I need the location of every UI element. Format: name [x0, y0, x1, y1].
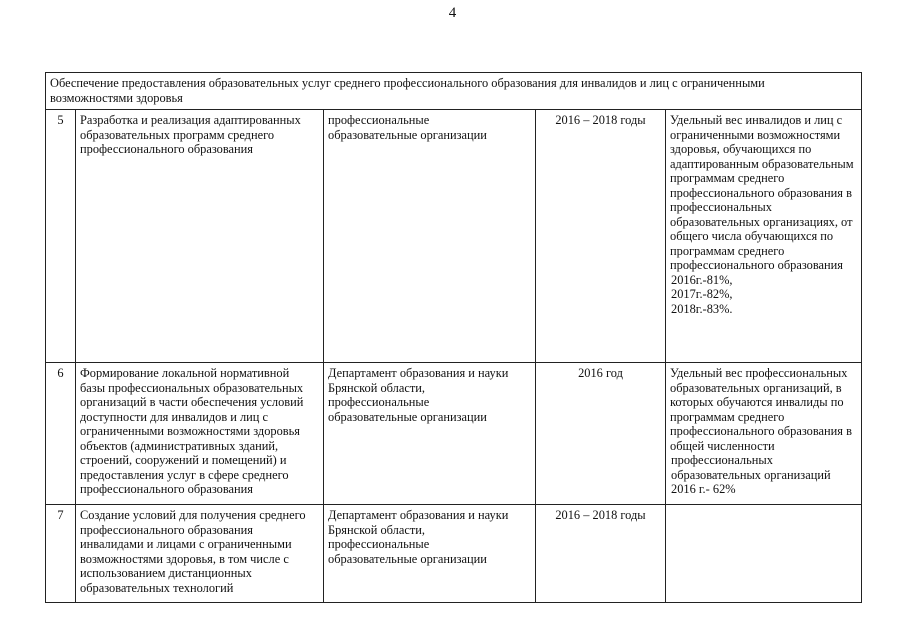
executor-line: образовательные организации	[328, 127, 487, 142]
indicator-line: профессионального образования	[670, 258, 844, 272]
activity-line: возможностями здоровья, в том числе с	[80, 551, 289, 566]
table-row	[46, 110, 862, 363]
indicator-line: образовательных организаций, в	[670, 380, 842, 395]
indicator-line: образовательных организаций	[671, 467, 831, 482]
period-cell: 2016 – 2018 годы	[536, 110, 666, 363]
period-cell: 2016 год	[536, 363, 666, 505]
indicator-line: 2016г.-81%,	[671, 272, 733, 287]
page-number: 4	[448, 5, 457, 21]
activity-line: строений, сооружений и помещений) и	[80, 453, 287, 467]
indicator-line: которых обучаются инвалиды по	[670, 395, 844, 409]
activity-line: профессионального образования	[80, 522, 254, 537]
activity-line: Формирование локальной нормативной	[80, 366, 290, 380]
executor-line: Департамент образования и науки	[328, 508, 509, 522]
activity-line: Разработка и реализация адаптированных	[80, 113, 301, 127]
executor-line: профессиональные	[328, 113, 430, 127]
activity-cell	[76, 505, 324, 603]
activity-line: Создание условий для получения среднего	[80, 508, 306, 522]
activity-line: объектов (административных зданий,	[80, 438, 279, 453]
executor-cell	[324, 110, 536, 363]
activity-line: инвалидами и лицами с ограниченными	[80, 537, 292, 551]
row-number: 7	[46, 505, 76, 603]
executor-line: Брянской области,	[328, 522, 425, 537]
indicator-line: общей численности	[670, 438, 775, 453]
indicator-line: программам среднего	[670, 409, 785, 424]
activity-line: использованием дистанционных	[80, 566, 252, 580]
executor-line: Департамент образования и науки	[328, 366, 509, 380]
activity-line: базы профессиональных образовательных	[80, 380, 304, 395]
executor-line: образовательные организации	[328, 409, 487, 424]
indicator-cell	[666, 505, 862, 603]
section-header-row	[46, 73, 862, 110]
activity-line: образовательных программ среднего	[80, 127, 275, 142]
indicator-line: профессиональных	[670, 200, 772, 214]
activities-table	[45, 72, 862, 603]
indicator-line: адаптированным образовательным	[670, 156, 854, 171]
row-number: 6	[46, 363, 76, 505]
executor-line: Брянской области,	[328, 380, 425, 395]
indicator-line: профессионального образования в	[670, 424, 852, 438]
indicator-line: программам среднего	[670, 171, 785, 185]
activity-line: профессионального образования	[80, 482, 254, 496]
executor-cell	[324, 363, 536, 505]
activity-line: доступности для инвалидов и лиц с	[80, 409, 269, 424]
activity-line: ограниченными возможностями здоровья	[80, 424, 301, 438]
activity-line: предоставления услуг в сфере среднего	[80, 467, 289, 482]
table-row	[46, 505, 862, 603]
indicator-line: Удельный вес инвалидов и лиц с	[670, 113, 843, 127]
section-title-line: Обеспечение предоставления образовательных услуг среднего профессионального образования для инвалидов и лиц с ограниченными	[50, 76, 765, 90]
activity-cell	[76, 363, 324, 505]
executor-line: образовательные организации	[328, 551, 487, 566]
section-title	[46, 73, 862, 110]
activity-line: образовательных технологий	[80, 580, 234, 595]
section-title-line: возможностями здоровья	[50, 90, 183, 105]
indicator-line: общего числа обучающихся по	[670, 229, 834, 243]
indicator-line: профессионального образования в	[670, 185, 852, 200]
indicator-cell	[666, 110, 862, 363]
indicator-line: профессиональных	[671, 453, 773, 467]
indicator-line: 2017г.-82%,	[671, 287, 733, 301]
executor-line: профессиональные	[328, 537, 430, 551]
indicator-line: 2018г.-83%.	[671, 301, 733, 316]
indicator-line: Удельный вес профессиональных	[670, 366, 848, 380]
indicator-line: программам среднего	[670, 243, 785, 258]
executor-line: профессиональные	[328, 395, 430, 409]
period-cell: 2016 – 2018 годы	[536, 505, 666, 603]
indicator-cell	[666, 363, 862, 505]
activity-cell	[76, 110, 324, 363]
activity-line: организаций в части обеспечения условий	[80, 395, 304, 409]
indicator-line: 2016 г.- 62%	[671, 482, 736, 496]
indicator-line: здоровья, обучающихся по	[670, 142, 812, 156]
indicator-line: образовательных организациях, от	[670, 214, 853, 229]
activity-line: профессионального образования	[80, 142, 254, 156]
indicator-line: ограниченными возможностями	[670, 127, 841, 142]
row-number: 5	[46, 110, 76, 363]
table-row	[46, 363, 862, 505]
executor-cell	[324, 505, 536, 603]
